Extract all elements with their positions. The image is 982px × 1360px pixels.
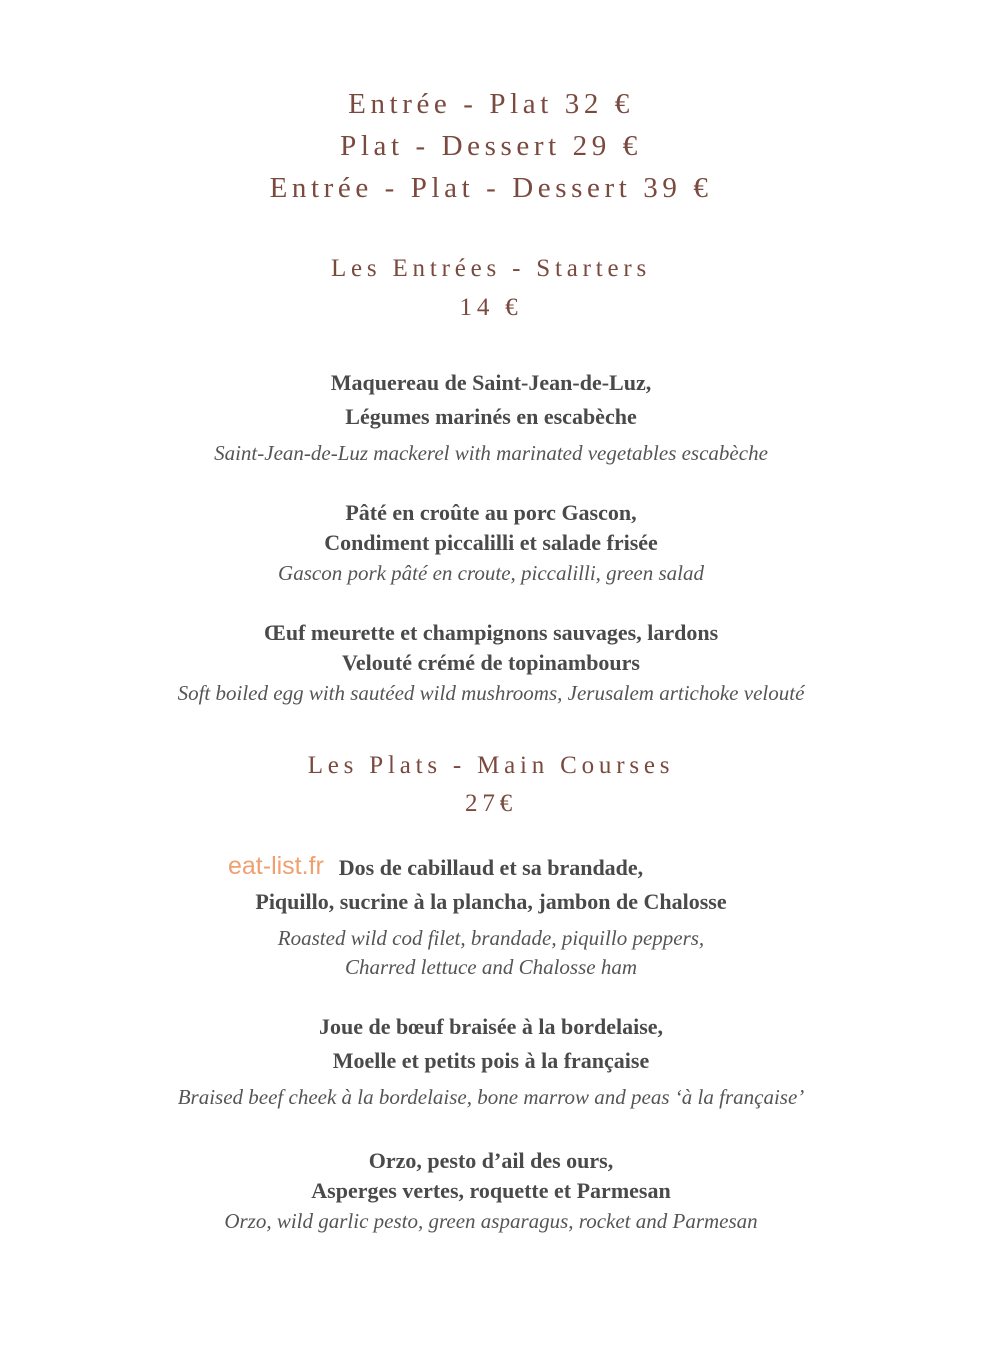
main-2-name-line-2: Moelle et petits pois à la française — [332, 1048, 650, 1073]
starter-2-name-line-2: Condiment piccalilli et salade frisée — [324, 530, 658, 555]
main-1-name-line-2: Piquillo, sucrine à la plancha, jambon de Chalosse — [255, 889, 727, 914]
formula-full: Entrée - Plat - Dessert 39 € — [269, 172, 713, 204]
watermark-logo: eat-list.fr — [228, 852, 324, 880]
starter-2-name-line-1: Pâté en croûte au porc Gascon, — [345, 500, 637, 525]
main-1-name-line-1: Dos de cabillaud et sa brandade, — [338, 855, 644, 880]
starter-3-name-line-2: Velouté crémé de topinambours — [342, 650, 640, 675]
main-3-name-line-1: Orzo, pesto d’ail des ours, — [368, 1148, 614, 1173]
formula-starter-main: Entrée - Plat 32 € — [348, 88, 634, 120]
starter-2-description: Gascon pork pâté en croute, piccalilli, green salad — [278, 561, 704, 585]
starter-1-description: Saint-Jean-de-Luz mackerel with marinated vegetables escabèche — [214, 441, 768, 465]
starter-1-name-line-2: Légumes marinés en escabèche — [345, 404, 637, 429]
formula-main-dessert: Plat - Dessert 29 € — [340, 130, 642, 162]
mains-title: Les Plats - Main Courses — [307, 752, 675, 779]
main-3-name-line-2: Asperges vertes, roquette et Parmesan — [311, 1178, 671, 1203]
starters-title: Les Entrées - Starters — [330, 255, 652, 282]
starter-3-name-line-1: Œuf meurette et champignons sauvages, lardons — [263, 620, 719, 645]
starter-1-name-line-1: Maquereau de Saint-Jean-de-Luz, — [330, 370, 652, 395]
starters-price: 14 € — [459, 294, 523, 321]
main-1-description-line-2: Charred lettuce and Chalosse ham — [344, 955, 638, 979]
main-3-description: Orzo, wild garlic pesto, green asparagus, rocket and Parmesan — [224, 1209, 758, 1233]
main-2-description: Braised beef cheek à la bordelaise, bone marrow and peas ‘à la française’ — [177, 1085, 805, 1109]
starter-3-description: Soft boiled egg with sautéed wild mushrooms, Jerusalem artichoke velouté — [177, 681, 805, 705]
main-1-description-line-1: Roasted wild cod filet, brandade, piquillo peppers, — [277, 926, 705, 950]
main-2-name-line-1: Joue de bœuf braisée à la bordelaise, — [318, 1014, 664, 1039]
mains-price: 27€ — [465, 790, 517, 817]
